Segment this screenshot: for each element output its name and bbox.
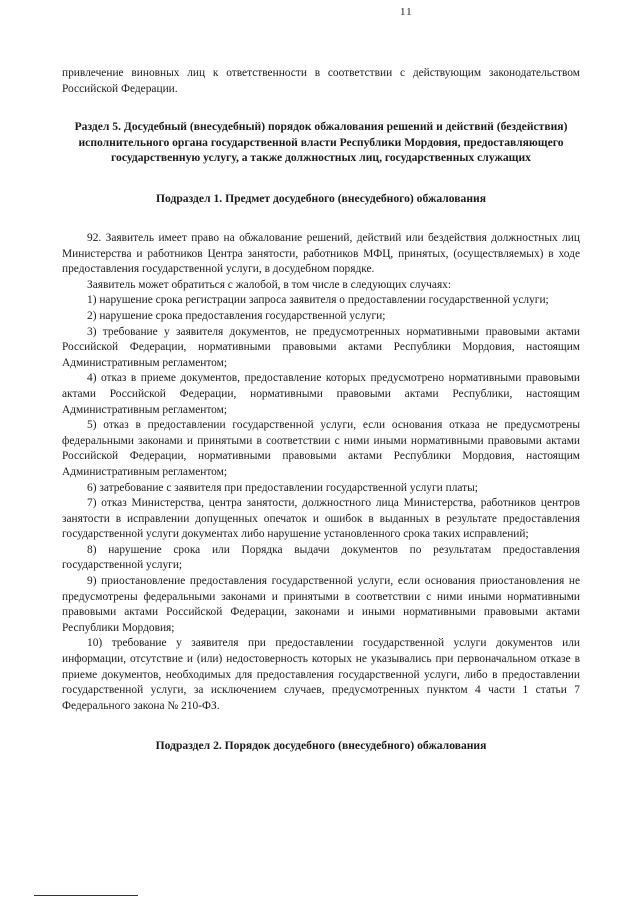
footnote-divider (34, 895, 138, 896)
section-title: Раздел 5. Досудебный (внесудебный) порядок обжалования решений и действий (бездействия) исполнительного органа государственной власти Республики Мордовия, предоставляющего государственную услугу, а также должностных лиц, государственных служащих (74, 120, 568, 164)
subsection-1-title: Подраздел 1. Предмет досудебного (внесудебного) обжалования (156, 192, 486, 206)
list-item-2: 2) нарушение срока предоставления государственной услуги; (87, 309, 386, 322)
intro-tail-paragraph: привлечение виновных лиц к ответственности в соответствии с действующим законодательством Российской Федерации. (62, 67, 580, 95)
list-item-9: 9) приостановление предоставления государственной услуги, если основания приостановления не предусмотрены федеральными законами и принятыми в соответствии с ними иными нормативными правовыми актами Российской Федерации, законами и иными нормативными правовыми актами Республики Мордовия; (62, 575, 580, 634)
paragraph-complaint-intro: Заявитель может обратиться с жалобой, в том числе в следующих случаях: (87, 278, 452, 291)
list-item-1: 1) нарушение срока регистрации запроса заявителя о предоставлении государственной услуги; (87, 294, 549, 307)
list-item-7: 7) отказ Министерства, центра занятости, должностного лица Министерства, работников центров занятости в исправлении допущенных опечаток и ошибок в выданных в результате предоставления государственной услуги документах либо нарушение установленного срока таких исправлений; (62, 497, 580, 541)
document-body (62, 66, 580, 778)
subsection-2-title: Подраздел 2. Порядок досудебного (внесудебного) обжалования (155, 739, 487, 753)
page-number: 11 (400, 6, 413, 18)
list-item-4: 4) отказ в приеме документов, предоставление которых предусмотрено нормативными правовыми актами Российской Федерации, нормативными правовыми актами Республики, настоящим Административным регламентом; (62, 372, 580, 416)
list-item-3: 3) требование у заявителя документов, не предусмотренных нормативными правовыми актами Российской Федерации, нормативными правовыми актами Республики Мордовия, настоящим Административным регламентом; (62, 325, 580, 369)
list-item-10: 10) требование у заявителя при предоставлении государственной услуги документов или информации, отсутствие и (или) недостоверность которых не указывались при первоначальном отказе в приеме документов, необходимых для предоставления государственной услуги, либо в предоставлении государственной услуги, за исключением случаев, предусмотренных пунктом 4 части 1 статьи 7 Федерального закона № 210-ФЗ. (62, 637, 580, 712)
list-item-8: 8) нарушение срока или Порядка выдачи документов по результатам предоставления государственной услуги; (62, 543, 580, 572)
list-item-6: 6) затребование с заявителя при предоставлении государственной услуги платы; (87, 481, 478, 494)
list-item-5: 5) отказ в предоставлении государственной услуги, если основания отказа не предусмотрены федеральными законами и принятыми в соответствии с ними иными нормативными правовыми актами Российской Федерации, нормативными правовыми актами Республики Мордовия, настоящим Административным регламентом; (62, 419, 580, 478)
paragraph-92: 92. Заявитель имеет право на обжалование решений, действий или бездействия должностных лиц Министерства и работников Центра занятости, работников МФЦ, принятых, (осуществляемых) в ходе предоставления государственной услуги, в досудебном порядке. (62, 232, 580, 276)
